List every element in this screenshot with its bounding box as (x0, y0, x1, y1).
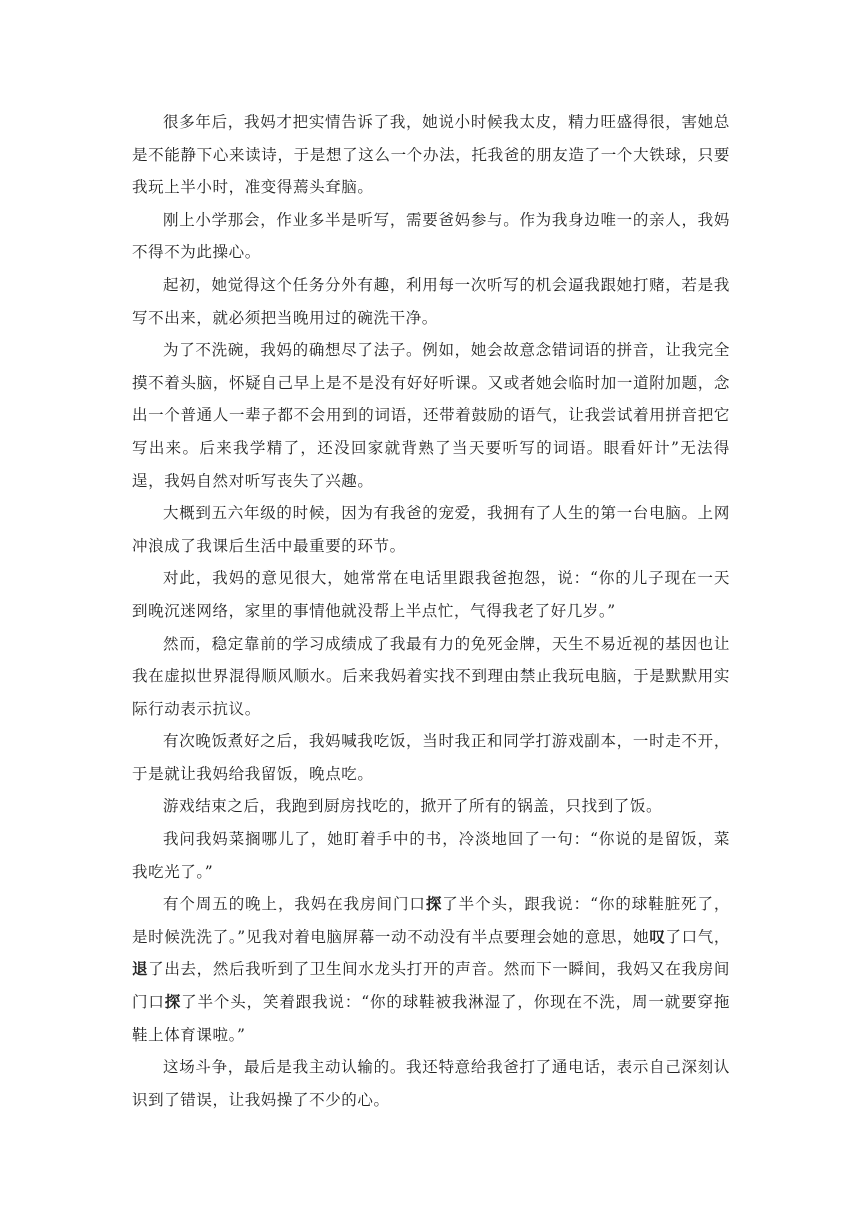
paragraph-6: 对此，我妈的意见很大，她常常在电话里跟我爸抱怨，说：“你的儿子现在一天到晚沉迷网络，家里的事情他就没帮上半点忙，气得我老了好几岁。” (132, 569, 730, 620)
paragraph-12: 这场斗争，最后是我主动认输的。我还特意给我爸打了通电话，表示自己深刻认识到了错误，让我妈操了不少的心。 (132, 1058, 730, 1109)
emphasized-word: 退 (132, 959, 149, 979)
paragraph-11-text-2: 了半个头，跟我说：“你的球鞋脏死了，是时候洗洗了。”见我对着电脑屏幕一动不动没有半点要理会她的意思，她 (132, 895, 730, 946)
paragraph-3: 起初，她觉得这个任务分外有趣，利用每一次听写的机会逼我跟她打赌，若是我写不出来，就必须把当晚用过的碗洗干净。 (132, 275, 730, 327)
paragraph-2: 刚上小学那会，作业多半是听写，需要爸妈参与。作为我身边唯一的亲人，我妈不得不为此操心。 (132, 210, 730, 262)
paragraph-11-text-5: 了半个头，笑着跟我说：“你的球鞋被我淋湿了，你现在不洗，周一就要穿拖鞋上体育课啦。” (132, 993, 730, 1044)
paragraph-11-text-1: 有个周五的晚上，我妈在我房间门口 (163, 895, 426, 914)
emphasized-word: 探 (164, 992, 182, 1012)
paragraph-11-text-4: 了出去，然后我听到了卫生间水龙头打开的声音。然而下一瞬间，我妈又在我房间门口 (132, 960, 730, 1012)
paragraph-9: 游戏结束之后，我跑到厨房找吃的，掀开了所有的锅盖，只找到了饭。 (163, 797, 663, 816)
paragraph-8: 有次晚饭煮好之后，我妈喊我吃饭，当时我正和同学打游戏副本，一时走不开，于是就让我妈给我留饭，晚点吃。 (132, 732, 730, 783)
paragraph-1: 很多年后，我妈才把实情告诉了我，她说小时候我太皮，精力旺盛得很，害她总是不能静下心来读诗，于是想了这么一个办法，托我爸的朋友造了一个大铁球，只要我玩上半小时，准变得蔫头耷脑。 (132, 113, 730, 197)
paragraph-10: 我问我妈菜搁哪儿了，她盯着手中的书，冷淡地回了一句：“你说的是留饭，菜我吃光了。” (132, 830, 730, 881)
article-body (132, 106, 730, 1116)
paragraph-4: 为了不洗碗，我妈的确想尽了法子。例如，她会故意念错词语的拼音，让我完全摸不着头脑，怀疑自己早上是不是没有好好听课。又或者她会临时加一道附加题，念出一个普通人一辈子都不会用到的词语，还带着鼓励的语气，让我尝试着用拼音把它写出来。后来我学精了，还没回家就背熟了当天要听写的词语。眼看奸计”无法得逞，我妈自然对听写丧失了兴趣。 (132, 341, 730, 490)
paragraph-11-text-3: 了口气， (665, 927, 730, 946)
paragraph-7: 然而，稳定靠前的学习成绩成了我最有力的免死金牌，天生不易近视的基因也让我在虚拟世界混得顺风顺水。后来我妈着实找不到理由禁止我玩电脑，于是默默用实际行动表示抗议。 (132, 634, 730, 718)
paragraph-11 (132, 888, 730, 1051)
emphasized-word: 探 (425, 894, 443, 914)
paragraph-5: 大概到五六年级的时候，因为有我爸的宠爱，我拥有了人生的第一台电脑。上网冲浪成了我课后生活中最重要的环节。 (132, 504, 730, 555)
emphasized-word: 叹 (649, 926, 666, 946)
